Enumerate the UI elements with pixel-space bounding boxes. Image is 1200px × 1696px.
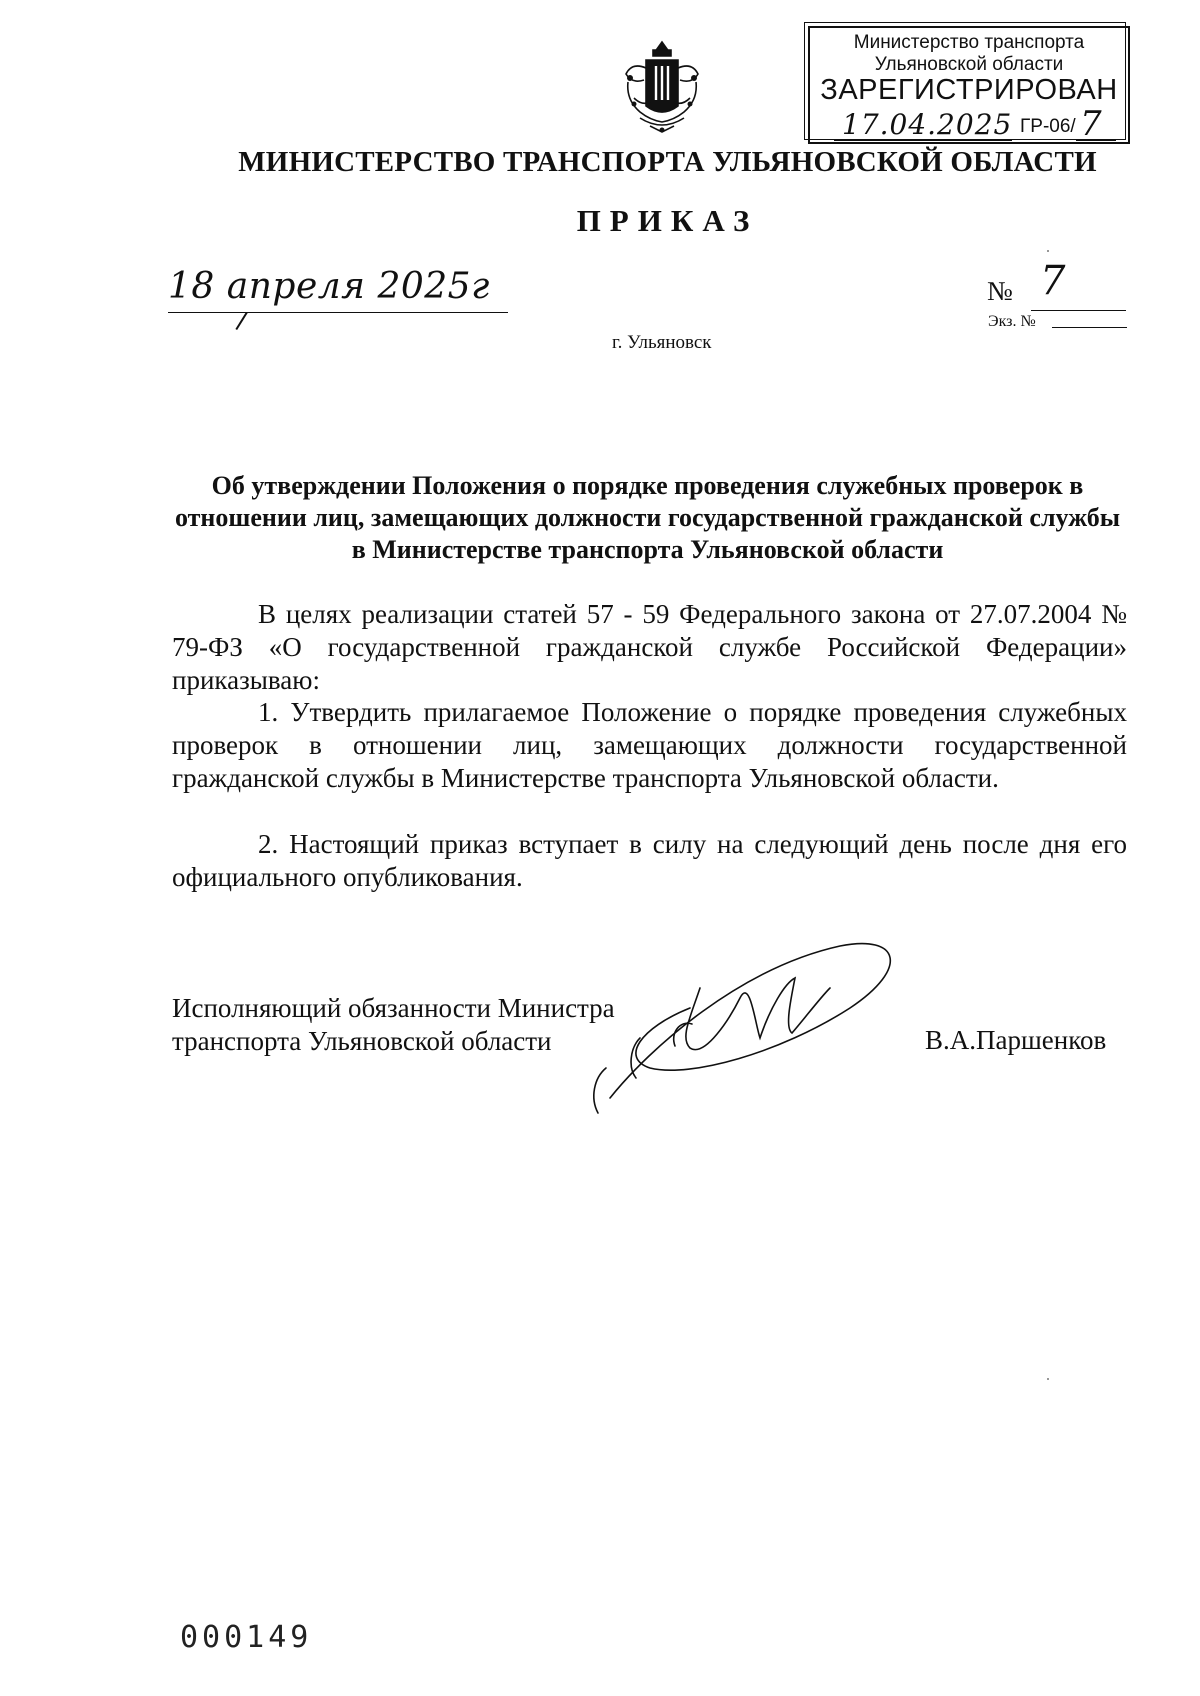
body-intro-paragraph: В целях реализации статей 57 - 59 Федерального закона от 27.07.2004 № 79-ФЗ «О государственной гражданской службе Российской Федерации» приказываю: — [172, 599, 1127, 695]
copy-number-label: Экз. № — [988, 313, 1036, 330]
scan-speck — [1047, 1378, 1049, 1380]
order-date-stroke — [235, 312, 247, 330]
scan-speck — [1047, 250, 1049, 252]
signer-position-line-1: Исполняющий обязанности Министра — [172, 993, 615, 1023]
signer-position — [172, 992, 615, 1058]
stamp-number-underline — [1076, 140, 1116, 141]
copy-number-line — [1052, 327, 1127, 328]
signer-name: В.А.Паршенков — [925, 1025, 1107, 1055]
signer-position-line-2: транспорта Ульяновской области — [172, 1026, 552, 1056]
stamp-date: 17.04.2025 — [842, 108, 1013, 141]
order-heading: Об утверждении Положения о порядке проведения служебных проверок в отношении лиц, замещающих должности государственной гражданской службы в Министерстве транспорта Ульяновской области — [174, 471, 1121, 564]
handwritten-signature — [580, 928, 920, 1128]
body-item-1: 1. Утвердить прилагаемое Положение о порядке проведения служебных проверок в отношении лиц, замещающих должности государственной гражданской службы в Министерстве транспорта Ульяновской области. — [172, 697, 1127, 793]
coat-of-arms-emblem — [620, 38, 704, 138]
order-date-handwritten: 18 апреля 2025г — [168, 266, 490, 307]
document-type: ПРИКАЗ — [576, 203, 759, 238]
order-date-underline — [168, 312, 508, 313]
order-number-line — [1031, 310, 1126, 311]
stamp-org-line-2: Ульяновской области — [874, 54, 1064, 75]
stamp-date-underline — [834, 140, 1012, 141]
order-number-handwritten: 7 — [1040, 258, 1066, 304]
body-item-2: 2. Настоящий приказ вступает в силу на следующий день после дня его официального опубликования. — [172, 829, 1127, 892]
stamp-registration-row — [830, 104, 1120, 144]
order-city: г. Ульяновск — [612, 332, 712, 353]
stamp-reg-prefix: ГР-06/ — [1020, 116, 1076, 137]
stamp-org-line-1: Министерство транспорта — [853, 32, 1085, 53]
order-number-label: № — [987, 276, 1013, 306]
page-code: 000149 — [180, 1620, 313, 1655]
registration-stamp — [808, 26, 1130, 144]
stamp-status: ЗАРЕГИСТРИРОВАН — [820, 74, 1118, 106]
stamp-reg-number: 7 — [1080, 104, 1102, 144]
ministry-title: МИНИСТЕРСТВО ТРАНСПОРТА УЛЬЯНОВСКОЙ ОБЛАСТИ — [238, 146, 1097, 178]
